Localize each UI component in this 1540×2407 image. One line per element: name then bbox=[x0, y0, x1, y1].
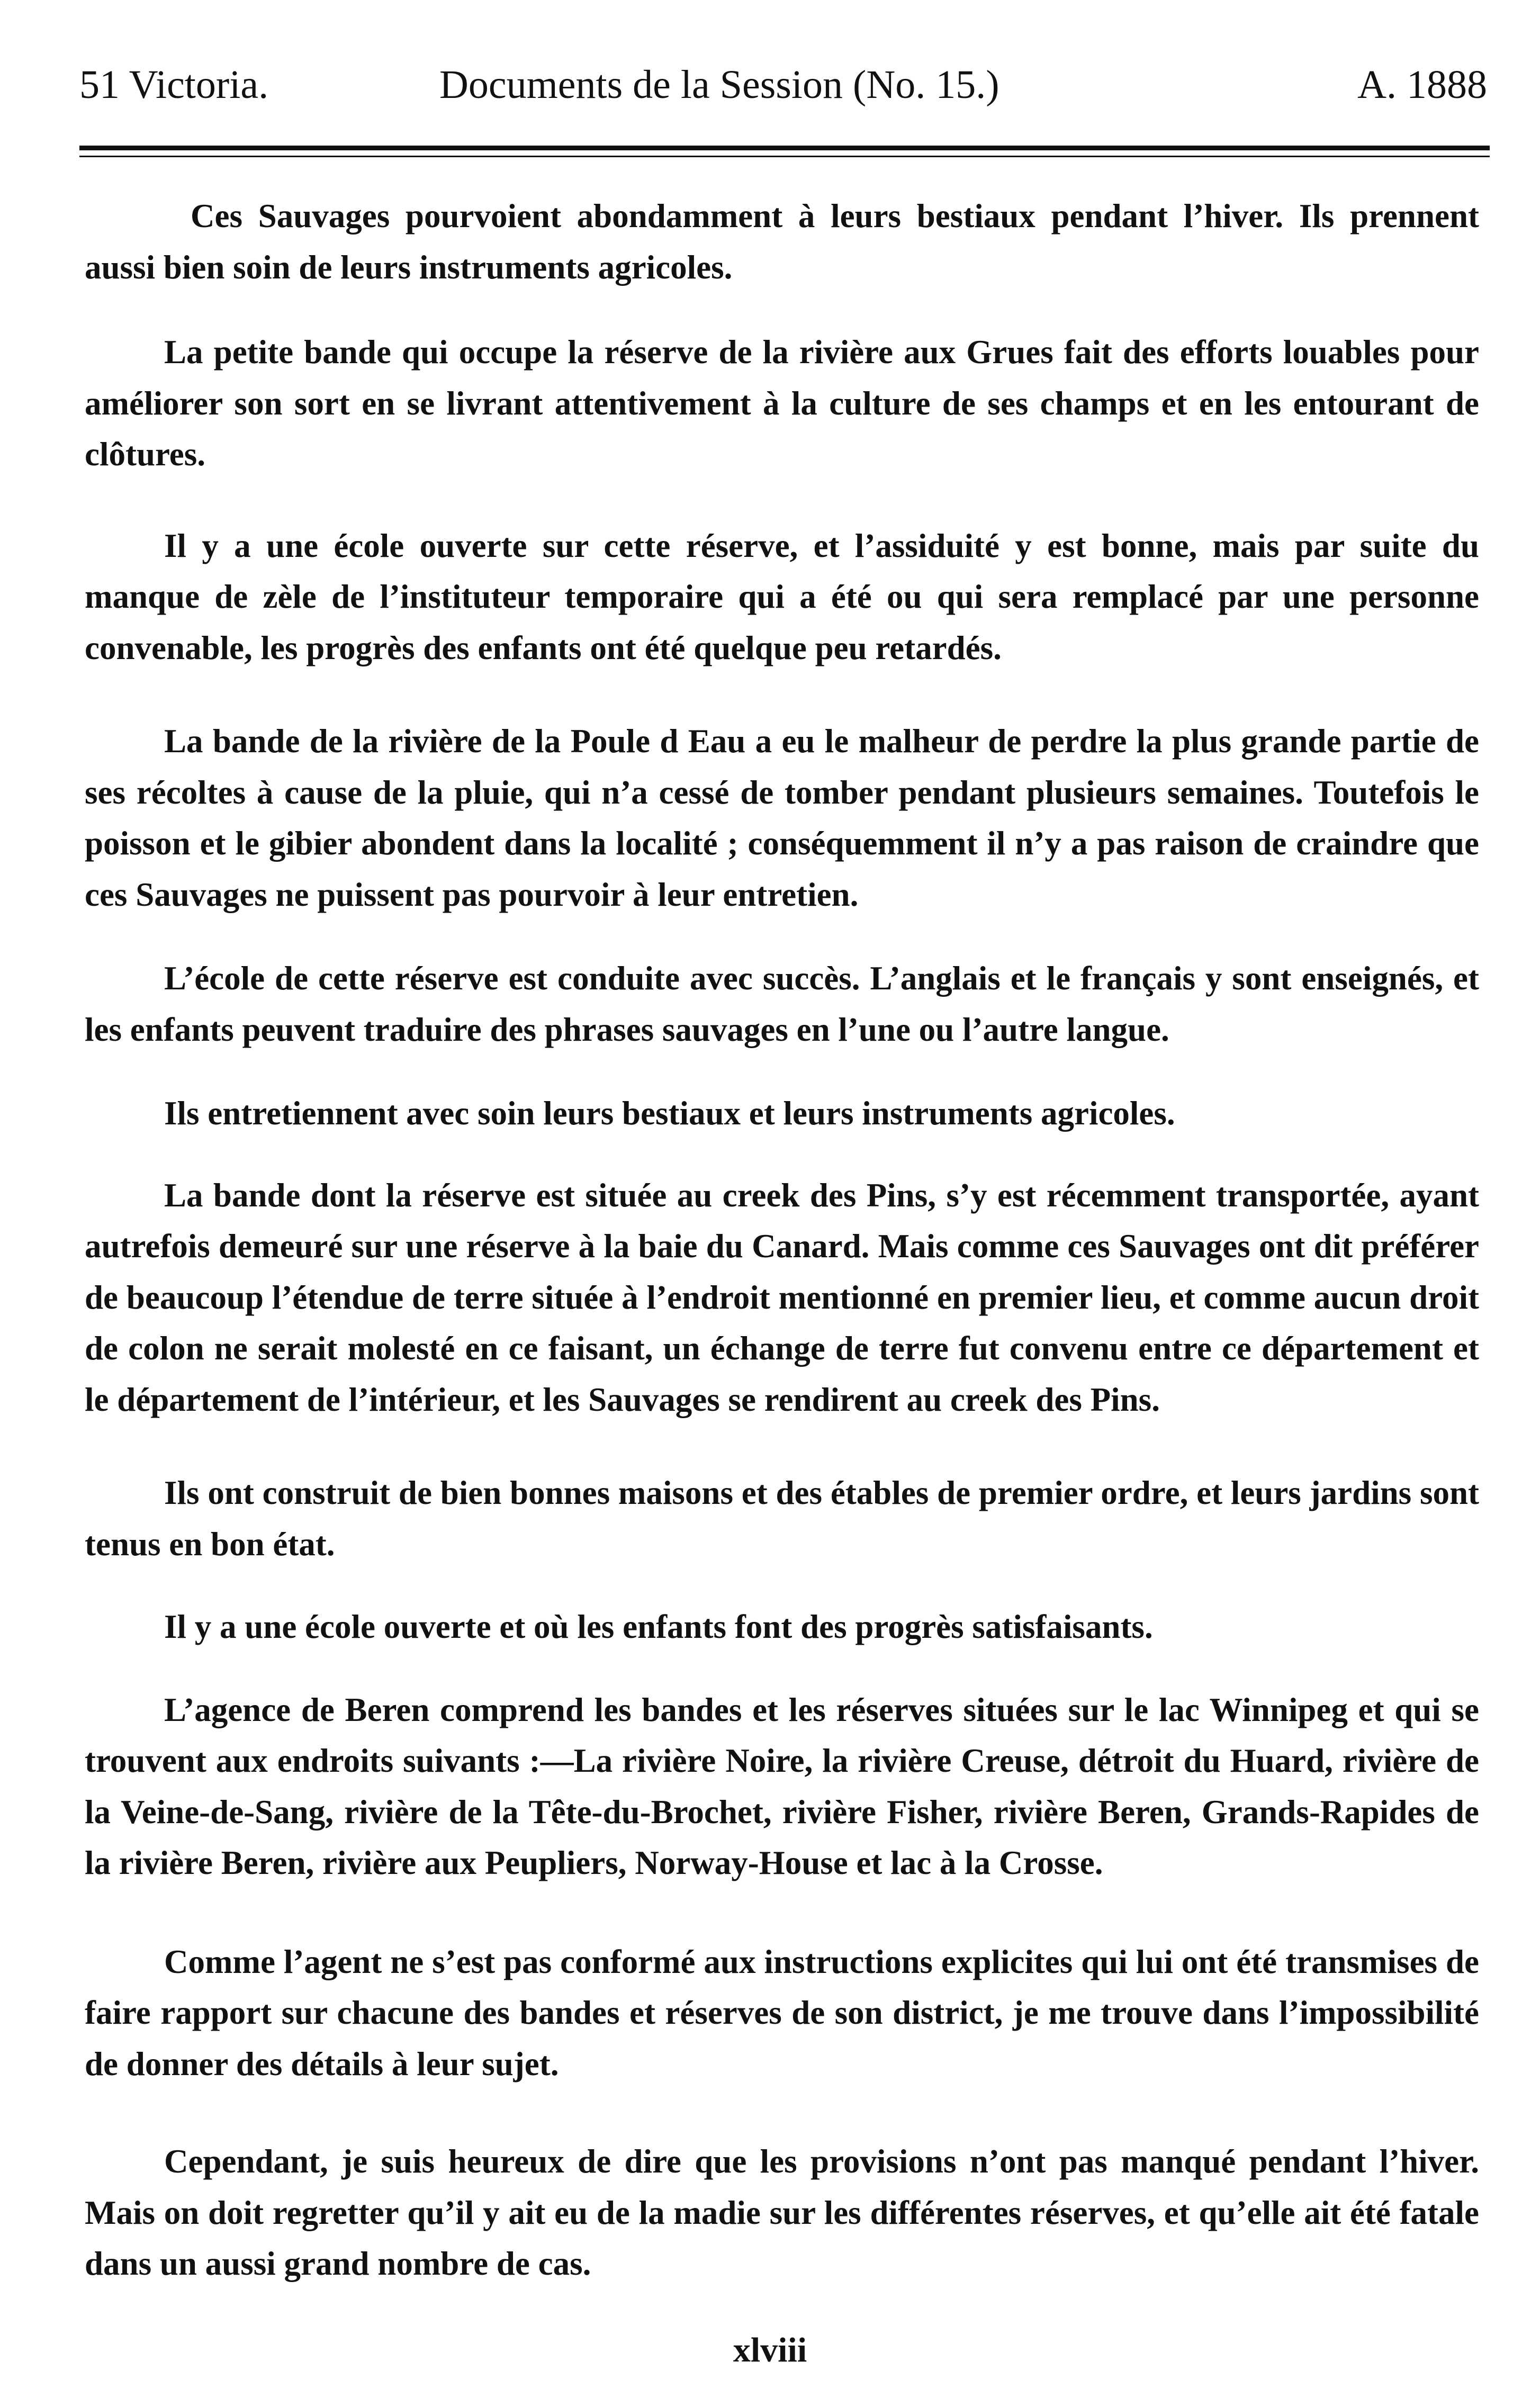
paragraph: La bande dont la réserve est située au creek des Pins, s’y est récemment transportée, ayant autrefois demeuré sur une réserve à la baie du Canard. Mais comme ces Sauvages ont dit préférer de beaucoup l’étendue de terre située à l’endroit mentionné en premier lieu, et comme aucun droit de colon ne serait molesté en ce faisant, un échange de terre fut convenu entre ce département et le département de l’intérieur, et les Sauvages se rendirent au creek des Pins. bbox=[85, 1176, 1479, 1418]
paragraph: Ces Sauvages pourvoient abondamment à leurs bestiaux pendant l’hiver. Ils prennent aussi bien soin de leurs instruments agricoles. bbox=[85, 197, 1479, 286]
paragraph: Comme l’agent ne s’est pas conformé aux instructions explicites qui lui ont été transmises de faire rapport sur chacune des bandes et réserves de son district, je me trouve dans l’impossibilité de donner des détails à leur sujet. bbox=[85, 1943, 1479, 2083]
paragraph: Ils ont construit de bien bonnes maisons et des étables de premier ordre, et leurs jardins sont tenus en bon état. bbox=[85, 1474, 1479, 1563]
paragraph: La bande de la rivière de la Poule d Eau a eu le malheur de perdre la plus grande partie de ses récoltes à cause de la pluie, qui n’a cessé de tomber pendant plusieurs semaines. Toutefois le poisson et le gibier abondent dans la localité ; conséquemment il n’y a pas raison de craindre que ces Sauvages ne puissent pas pourvoir à leur entretien. bbox=[85, 723, 1479, 913]
paragraph: Ils entretiennent avec soin leurs bestiaux et leurs instruments agricoles. bbox=[164, 1095, 1175, 1132]
paragraph: Cependant, je suis heureux de dire que les provisions n’ont pas manqué pendant l’hiver. Mais on doit regretter qu’il y ait eu de la madie sur les différentes réserves, et qu’elle ait été fatale dans un aussi grand nombre de cas. bbox=[85, 2143, 1479, 2282]
paragraph: Il y a une école ouverte et où les enfants font des progrès satisfaisants. bbox=[164, 1608, 1153, 1645]
paragraph: L’agence de Beren comprend les bandes et les réserves situées sur le lac Winnipeg et qui se trouvent aux endroits suivants :—La rivière Noire, la rivière Creuse, détroit du Huard, rivière de la Veine-de-Sang, rivière de la Tête-du-Brochet, rivière Fisher, rivière Beren, Grands-Rapides de la rivière Beren, rivière aux Peupliers, Norway-House et lac à la Crosse. bbox=[85, 1691, 1479, 1881]
header-rule-thick bbox=[79, 146, 1490, 150]
header-rule-thin bbox=[79, 156, 1490, 157]
paragraph: La petite bande qui occupe la réserve de la rivière aux Grues fait des efforts louables pour améliorer son sort en se livrant attentivement à la culture de ses champs et en les entourant de clôtures. bbox=[85, 333, 1479, 473]
paragraph: Il y a une école ouverte sur cette réserve, et l’assiduité y est bonne, mais par suite du manque de zèle de l’instituteur temporaire qui a été ou qui sera remplacé par une personne convenable, les progrès des enfants ont été quelque peu retardés. bbox=[85, 527, 1479, 666]
page-number: xlviii bbox=[733, 2331, 807, 2369]
running-header bbox=[79, 50, 1487, 119]
header-volume: 51 Victoria. bbox=[79, 62, 269, 107]
header-title: Documents de la Session (No. 15.) bbox=[439, 62, 999, 107]
header-year: A. 1888 bbox=[1357, 62, 1487, 107]
body-text bbox=[85, 191, 1479, 2289]
paragraph: L’école de cette réserve est conduite avec succès. L’anglais et le français y sont enseignés, et les enfants peuvent traduire des phrases sauvages en l’une ou l’autre langue. bbox=[85, 960, 1479, 1048]
